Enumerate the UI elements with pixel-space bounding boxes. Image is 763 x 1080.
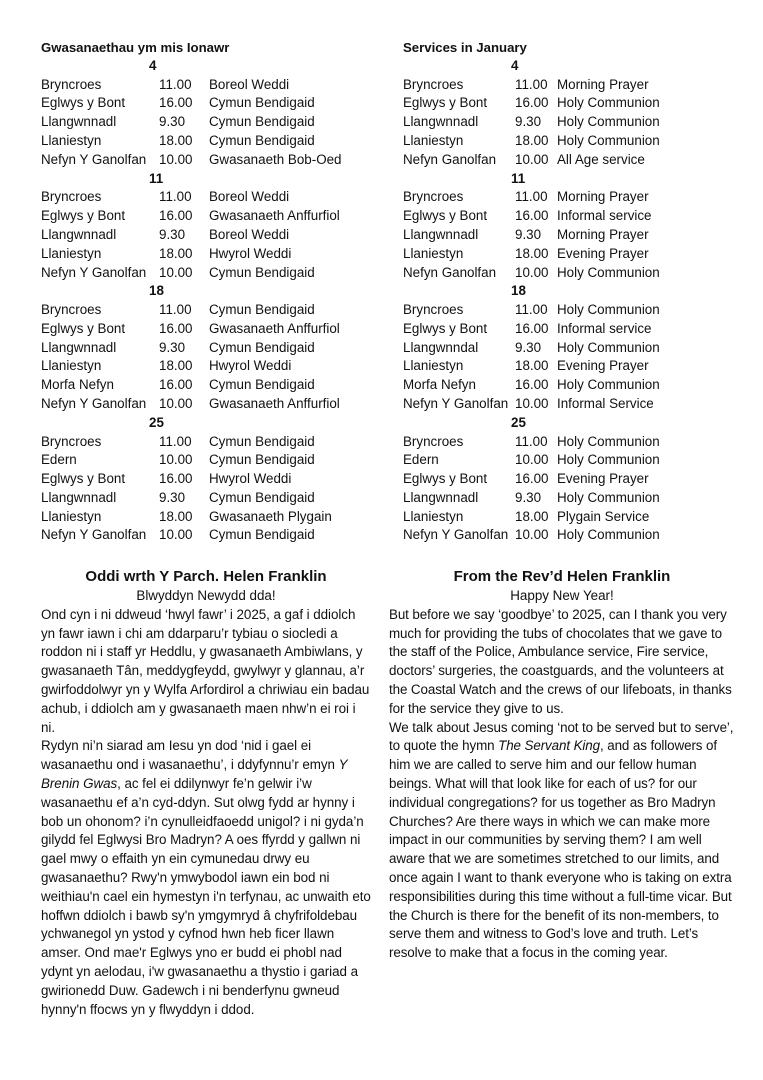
service-type: Holy Communion	[557, 264, 660, 280]
letter-paragraph: But before we say ‘goodbye’ to 2025, can I thank you very much for providing the tubs of chocolates that we gave to the staff of the Police, Ambulance service, Fire service, doctors’ surgeries, the coastguards, and the volunteers at the Coastal Watch and the crews of our lifeboats, in thanks for the service they give to us.	[389, 606, 732, 716]
service-type: Informal Service	[557, 396, 654, 412]
service-type: Cymun Bendigaid	[209, 433, 315, 449]
service-time: 18.00	[159, 245, 193, 261]
church-name: Nefyn Y Ganolfan	[41, 264, 147, 280]
paragraph-text: Rydyn ni’n siarad am Iesu yn dod ‘nid i gael ei wasanaethu ond i wasanaethu’, i ddyfynnu’r emyn	[41, 738, 339, 773]
service-type: Gwasanaeth Bob-Oed	[209, 151, 342, 167]
service-time: 16.00	[159, 95, 193, 111]
letter-heading: Oddi wrth Y Parch. Helen Franklin	[85, 568, 327, 585]
service-time: 10.00	[515, 264, 549, 280]
service-time: 18.00	[159, 133, 193, 149]
service-time: 16.00	[515, 377, 549, 393]
service-row	[403, 132, 733, 151]
church-name: Llaniestyn	[41, 508, 102, 524]
church-name: Eglwys y Bont	[41, 471, 126, 487]
week-date: 25	[149, 414, 164, 430]
service-row	[41, 132, 371, 151]
service-time: 11.00	[515, 302, 548, 318]
service-type: Gwasanaeth Anffurfiol	[209, 208, 340, 224]
service-type: Hwyrol Weddi	[209, 358, 292, 374]
service-row	[41, 226, 371, 245]
letter-greeting: Blwyddyn Newydd dda!	[136, 588, 276, 603]
service-row	[403, 245, 733, 264]
church-name: Llaniestyn	[41, 358, 102, 374]
service-row	[41, 433, 371, 452]
service-time: 9.30	[159, 339, 186, 355]
week-date: 11	[511, 170, 526, 186]
church-name: Bryncroes	[41, 302, 102, 318]
week-block	[403, 414, 733, 545]
service-row	[403, 76, 733, 95]
service-type: Evening Prayer	[557, 358, 649, 374]
church-name: Bryncroes	[403, 433, 464, 449]
church-name: Llangwnnadl	[403, 226, 479, 242]
service-time: 11.00	[515, 189, 548, 205]
service-time: 9.30	[515, 114, 542, 130]
service-time: 16.00	[515, 95, 549, 111]
service-row	[41, 113, 371, 132]
service-row	[403, 376, 733, 395]
service-time: 10.00	[159, 151, 193, 167]
welsh-letter	[41, 566, 371, 1019]
service-time: 16.00	[515, 320, 549, 336]
church-name: Eglwys y Bont	[41, 208, 126, 224]
church-name: Morfa Nefyn	[403, 377, 476, 393]
church-name: Llaniestyn	[403, 358, 464, 374]
service-row	[403, 226, 733, 245]
service-row	[41, 264, 371, 283]
service-row	[41, 301, 371, 320]
service-type: Cymun Bendigaid	[209, 114, 315, 130]
church-name: Llangwnnadl	[41, 114, 117, 130]
service-type: Hwyrol Weddi	[209, 245, 292, 261]
service-row	[403, 357, 733, 376]
week-block	[41, 57, 371, 170]
service-time: 18.00	[515, 358, 549, 374]
english-letter	[389, 566, 735, 963]
schedule-title: Services in January	[403, 40, 527, 55]
service-type: Morning Prayer	[557, 226, 649, 242]
service-type: Holy Communion	[557, 95, 660, 111]
church-name: Llangwnnadl	[41, 226, 117, 242]
service-row	[403, 508, 733, 527]
church-name: Llaniestyn	[403, 133, 464, 149]
church-name: Bryncroes	[41, 76, 102, 92]
service-type: Cymun Bendigaid	[209, 133, 315, 149]
service-time: 11.00	[159, 189, 192, 205]
church-name: Eglwys y Bont	[403, 471, 488, 487]
service-row	[403, 339, 733, 358]
church-name: Bryncroes	[41, 189, 102, 205]
week-date: 25	[511, 414, 526, 430]
service-time: 16.00	[159, 208, 193, 224]
church-name: Bryncroes	[403, 189, 464, 205]
service-type: Informal service	[557, 208, 652, 224]
service-type: Morning Prayer	[557, 189, 649, 205]
week-date: 11	[149, 170, 164, 186]
church-name: Nefyn Y Ganolfan	[41, 527, 147, 543]
service-row	[41, 376, 371, 395]
service-time: 10.00	[159, 452, 193, 468]
service-row	[41, 320, 371, 339]
church-name: Llangwnnadl	[41, 339, 117, 355]
service-time: 16.00	[159, 471, 193, 487]
service-type: Hwyrol Weddi	[209, 471, 292, 487]
church-name: Nefyn Y Ganolfan	[403, 396, 509, 412]
church-name: Llangwnnadl	[403, 489, 479, 505]
service-type: Cymun Bendigaid	[209, 264, 315, 280]
letter-heading: From the Rev’d Helen Franklin	[453, 568, 671, 585]
service-row	[41, 76, 371, 95]
church-name: Nefyn Ganolfan	[403, 151, 497, 167]
service-type: Holy Communion	[557, 433, 660, 449]
service-row	[41, 489, 371, 508]
service-time: 9.30	[515, 339, 542, 355]
church-name: Llangwnndal	[403, 339, 479, 355]
service-row	[41, 395, 371, 414]
service-type: Cymun Bendigaid	[209, 377, 315, 393]
service-time: 11.00	[159, 433, 192, 449]
service-row	[41, 451, 371, 470]
service-time: 18.00	[515, 133, 549, 149]
service-type: Cymun Bendigaid	[209, 452, 315, 468]
service-time: 10.00	[515, 452, 549, 468]
week-block	[403, 57, 733, 170]
service-time: 11.00	[515, 76, 548, 92]
service-time: 16.00	[159, 320, 193, 336]
service-row	[403, 301, 733, 320]
week-date: 18	[149, 283, 164, 299]
service-time: 10.00	[515, 396, 549, 412]
service-row	[403, 489, 733, 508]
week-block	[41, 414, 371, 545]
church-name: Bryncroes	[41, 433, 102, 449]
service-type: Holy Communion	[557, 133, 660, 149]
service-time: 18.00	[159, 358, 193, 374]
service-time: 9.30	[159, 114, 186, 130]
service-type: Morning Prayer	[557, 76, 649, 92]
paragraph-text: , and as followers of him we are called to serve him and our fellow human beings. What will that look like for each of us? for our individual congregations? for us together as Bro Madryn Churches? Are there ways in which we can make more impact in our communities by serving them? I am well aware that we are sometimes stretched to our limits, and once again I want to thank everyone who is taking on extra responsibilities during this time without a full-time vicar. But the Church is there for the benefit of its non-members, to serve them and witness to God’s love and truth. Let’s resolve to make that a focus in the coming year.	[389, 738, 732, 961]
hymn-title: The Servant King	[498, 738, 600, 754]
church-name: Llaniestyn	[403, 508, 464, 524]
service-type: Holy Communion	[557, 339, 660, 355]
service-row	[41, 188, 371, 207]
week-block	[403, 282, 733, 413]
service-row	[403, 451, 733, 470]
letter-greeting: Happy New Year!	[510, 588, 614, 603]
service-type: Cymun Bendigaid	[209, 489, 315, 505]
service-row	[41, 245, 371, 264]
church-name: Eglwys y Bont	[403, 208, 488, 224]
hymn-title: Y Brenin Gwas	[41, 757, 348, 791]
service-time: 11.00	[159, 76, 192, 92]
service-time: 16.00	[515, 208, 549, 224]
church-name: Nefyn Y Ganolfan	[41, 396, 147, 412]
service-row	[41, 508, 371, 527]
service-time: 11.00	[515, 433, 548, 449]
week-block	[41, 170, 371, 283]
service-type: Holy Communion	[557, 452, 660, 468]
service-row	[41, 151, 371, 170]
service-type: Gwasanaeth Anffurfiol	[209, 320, 340, 336]
service-time: 11.00	[159, 302, 192, 318]
church-name: Bryncroes	[403, 76, 464, 92]
letter-paragraph	[41, 737, 371, 1019]
service-type: Holy Communion	[557, 527, 660, 543]
letter-paragraph	[389, 719, 735, 963]
service-type: Holy Communion	[557, 489, 660, 505]
week-block	[403, 170, 733, 283]
paragraph-text: We talk about Jesus coming ‘not to be served but to serve’, to quote the hymn	[389, 719, 734, 754]
schedule-title: Gwasanaethau ym mis Ionawr	[41, 40, 230, 55]
church-name: Llaniestyn	[403, 245, 464, 261]
service-row	[403, 188, 733, 207]
service-row	[41, 470, 371, 489]
church-name: Llaniestyn	[41, 245, 102, 261]
church-name: Llangwnnadl	[403, 114, 479, 130]
service-type: Holy Communion	[557, 114, 660, 130]
service-time: 9.30	[515, 226, 542, 242]
service-row	[41, 526, 371, 545]
service-time: 9.30	[515, 489, 542, 505]
church-name: Nefyn Ganolfan	[403, 264, 497, 280]
service-type: Boreol Weddi	[209, 226, 290, 242]
service-type: Gwasanaeth Plygain	[209, 508, 332, 524]
service-time: 10.00	[515, 527, 549, 543]
letter-paragraph: Ond cyn i ni ddweud ‘hwyl fawr’ i 2025, a gaf i ddiolch yn fawr iawn i chi am ddarparu’r tybiau o siocledi a roddon ni i staff yr Heddlu, y gwasanaeth Ambiwlans, y gwasanaeth Tân, meddygfeydd, gwylwyr y glannau, a’r gwirfoddolwyr yn y Wylfa Arfordirol a chriwiau ein badau achub, i ddiolch am y gwasanaeth maen nhw’n ei roi i ni.	[41, 606, 370, 735]
service-type: Holy Communion	[557, 377, 660, 393]
service-row	[403, 113, 733, 132]
service-row	[403, 526, 733, 545]
church-name: Morfa Nefyn	[41, 377, 114, 393]
service-type: Cymun Bendigaid	[209, 527, 315, 543]
church-name: Nefyn Y Ganolfan	[403, 527, 509, 543]
paragraph-text: , ac fel ei ddilynwyr fe’n gelwir i’w wasanaethu ef a’n cyd-ddyn. Sut olwg fydd ar hynny i bob un ohonom? i’n cynulleidfaoedd unigol? i ni gyda’n gilydd fel Eglwysi Bro Madryn? A oes ffyrdd y gallwn ni gael mwy o effaith yn ein cymunedau drwy eu gwasanaethu? Rwy'n ymwybodol iawn ein bod ni weithiau'n cael ein hymestyn i'n terfynau, ac unwaith eto hoffwn ddiolch i bawb sy'n ymgymryd â chyfrifoldebau ychwanegol yn ystod y cyfnod hwn heb ficer llawn amser. Ond mae'r Eglwys yno er budd ei phobl nad ydynt yn aelodau, i'w gwasanaethu a thystio i gariad a gwirionedd Duw. Gadewch i ni benderfynu gwneud hynny'n ffocws yn y flwyddyn i ddod.	[41, 775, 371, 1017]
service-row	[403, 320, 733, 339]
service-row	[403, 433, 733, 452]
church-name: Bryncroes	[403, 302, 464, 318]
week-date: 4	[149, 58, 157, 73]
service-type: Gwasanaeth Anffurfiol	[209, 396, 340, 412]
service-row	[403, 395, 733, 414]
service-type: Holy Communion	[557, 302, 660, 318]
service-row	[403, 151, 733, 170]
service-type: Cymun Bendigaid	[209, 302, 315, 318]
service-row	[41, 339, 371, 358]
service-type: Evening Prayer	[557, 245, 649, 261]
service-type: Boreol Weddi	[209, 76, 290, 92]
service-type: Boreol Weddi	[209, 189, 290, 205]
welsh-service-schedule	[41, 38, 371, 545]
service-row	[403, 264, 733, 283]
church-name: Eglwys y Bont	[41, 95, 126, 111]
service-type: Cymun Bendigaid	[209, 339, 315, 355]
church-name: Eglwys y Bont	[403, 320, 488, 336]
service-row	[403, 94, 733, 113]
service-time: 16.00	[159, 377, 193, 393]
service-type: Cymun Bendigaid	[209, 95, 315, 111]
service-row	[403, 207, 733, 226]
service-time: 10.00	[515, 151, 549, 167]
service-time: 9.30	[159, 226, 186, 242]
service-row	[403, 470, 733, 489]
service-type: Evening Prayer	[557, 471, 649, 487]
service-time: 10.00	[159, 527, 193, 543]
service-time: 18.00	[159, 508, 193, 524]
service-type: Informal service	[557, 320, 652, 336]
week-date: 4	[511, 58, 519, 73]
week-date: 18	[511, 283, 526, 299]
church-name: Llaniestyn	[41, 133, 102, 149]
church-name: Eglwys y Bont	[403, 95, 488, 111]
service-type: All Age service	[557, 151, 645, 167]
service-row	[41, 207, 371, 226]
service-time: 10.00	[159, 396, 193, 412]
service-type: Plygain Service	[557, 508, 650, 524]
service-time: 16.00	[515, 471, 549, 487]
service-time: 18.00	[515, 508, 549, 524]
church-name: Edern	[403, 452, 439, 468]
church-name: Llangwnnadl	[41, 489, 117, 505]
service-time: 10.00	[159, 264, 193, 280]
church-name: Eglwys y Bont	[41, 320, 126, 336]
church-name: Edern	[41, 452, 77, 468]
service-time: 18.00	[515, 245, 549, 261]
service-row	[41, 94, 371, 113]
service-row	[41, 357, 371, 376]
english-service-schedule	[403, 38, 733, 545]
week-block	[41, 282, 371, 413]
service-time: 9.30	[159, 489, 186, 505]
church-name: Nefyn Y Ganolfan	[41, 151, 147, 167]
